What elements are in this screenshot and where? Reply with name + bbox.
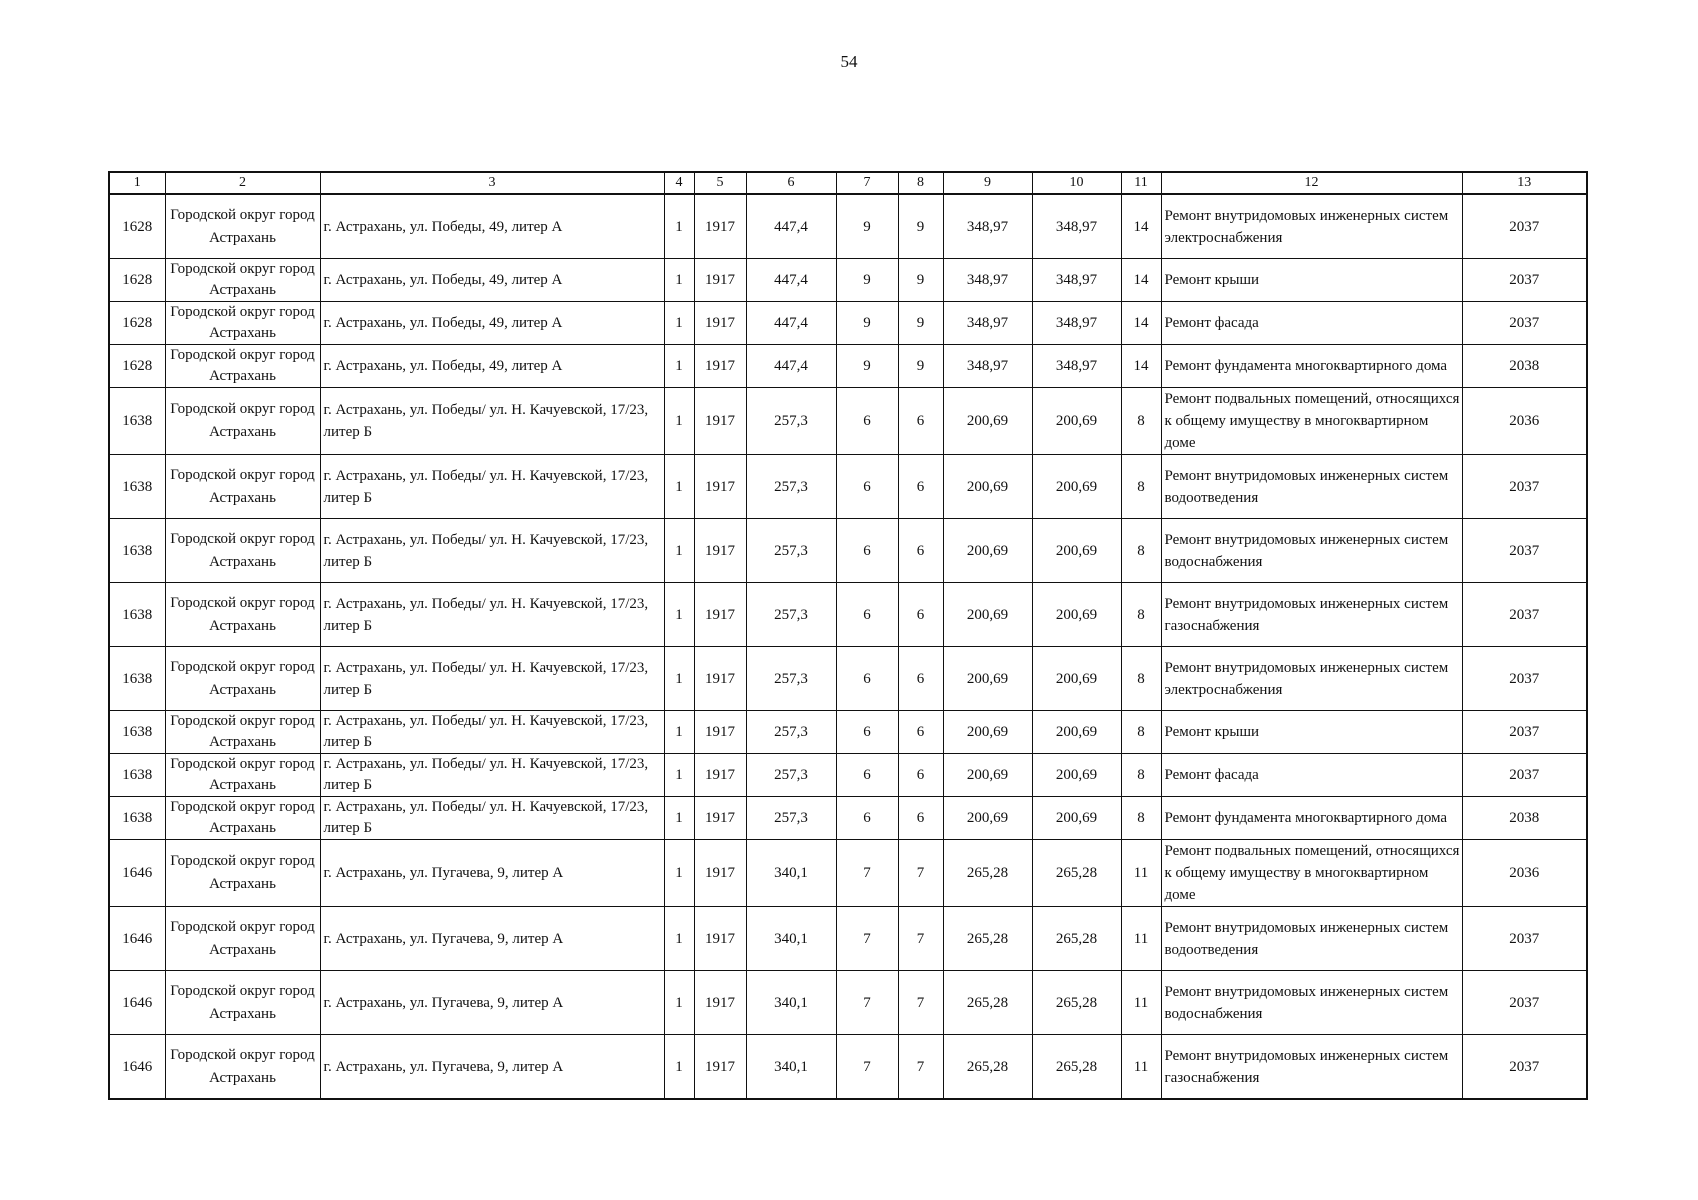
table-cell-col-8: 6 (898, 519, 943, 583)
column-header-2: 2 (165, 172, 320, 194)
table-cell-col-7: 7 (836, 907, 898, 971)
table-row (109, 754, 1587, 797)
table-cell-col-9: 348,97 (943, 194, 1032, 259)
table-cell-col-11: 11 (1121, 971, 1161, 1035)
table-cell-col-10: 265,28 (1032, 971, 1121, 1035)
table-cell-col-11: 14 (1121, 345, 1161, 388)
table-cell-col-1: 1638 (109, 388, 165, 455)
table-cell-col-1: 1646 (109, 971, 165, 1035)
table-row (109, 907, 1587, 971)
table-cell-col-13: 2037 (1462, 907, 1587, 971)
table-cell-col-4: 1 (664, 519, 694, 583)
table-cell-col-4: 1 (664, 907, 694, 971)
table-cell-col-5: 1917 (694, 345, 746, 388)
table-cell-col-9: 200,69 (943, 647, 1032, 711)
table-cell-col-6: 340,1 (746, 1035, 836, 1100)
table-cell-col-1: 1638 (109, 519, 165, 583)
table-cell-col-1: 1628 (109, 194, 165, 259)
table-cell-col-7: 6 (836, 388, 898, 455)
column-header-3: 3 (320, 172, 664, 194)
table-cell-col-8: 9 (898, 345, 943, 388)
table-cell-col-1: 1638 (109, 754, 165, 797)
table-cell-col-11: 8 (1121, 583, 1161, 647)
table-cell-col-8: 7 (898, 971, 943, 1035)
table-cell-col-7: 6 (836, 754, 898, 797)
table-cell-col-11: 8 (1121, 519, 1161, 583)
table-cell-col-3: г. Астрахань, ул. Пугачева, 9, литер А (320, 1035, 664, 1100)
table-cell-col-5: 1917 (694, 907, 746, 971)
table-cell-col-5: 1917 (694, 754, 746, 797)
table-cell-col-2: Городской округ город Астрахань (165, 1035, 320, 1100)
table-cell-col-13: 2037 (1462, 1035, 1587, 1100)
table-cell-col-11: 11 (1121, 1035, 1161, 1100)
table-cell-col-13: 2038 (1462, 797, 1587, 840)
table-cell-col-1: 1646 (109, 1035, 165, 1100)
table-cell-col-9: 200,69 (943, 583, 1032, 647)
table-cell-col-12: Ремонт фундамента многоквартирного дома (1161, 797, 1462, 840)
table-cell-col-2: Городской округ город Астрахань (165, 345, 320, 388)
table-cell-col-11: 11 (1121, 840, 1161, 907)
table-cell-col-8: 6 (898, 647, 943, 711)
table-cell-col-2: Городской округ город Астрахань (165, 455, 320, 519)
column-header-12: 12 (1161, 172, 1462, 194)
column-header-7: 7 (836, 172, 898, 194)
table-cell-col-12: Ремонт внутридомовых инженерных систем электроснабжения (1161, 194, 1462, 259)
table-cell-col-9: 265,28 (943, 1035, 1032, 1100)
table-cell-col-3: г. Астрахань, ул. Победы/ ул. Н. Качуевской, 17/23, литер Б (320, 754, 664, 797)
table-cell-col-11: 14 (1121, 259, 1161, 302)
table-cell-col-7: 6 (836, 519, 898, 583)
table-cell-col-12: Ремонт внутридомовых инженерных систем водоотведения (1161, 455, 1462, 519)
table-cell-col-10: 200,69 (1032, 519, 1121, 583)
table-cell-col-7: 6 (836, 711, 898, 754)
table-cell-col-13: 2036 (1462, 388, 1587, 455)
table-cell-col-2: Городской округ город Астрахань (165, 647, 320, 711)
table-cell-col-2: Городской округ город Астрахань (165, 971, 320, 1035)
table-cell-col-12: Ремонт внутридомовых инженерных систем газоснабжения (1161, 583, 1462, 647)
table-cell-col-9: 200,69 (943, 519, 1032, 583)
repair-schedule-table (108, 171, 1588, 1100)
table-cell-col-11: 8 (1121, 647, 1161, 711)
table-row (109, 388, 1587, 455)
table-cell-col-4: 1 (664, 797, 694, 840)
table-cell-col-10: 348,97 (1032, 259, 1121, 302)
table-cell-col-4: 1 (664, 388, 694, 455)
column-header-9: 9 (943, 172, 1032, 194)
table-cell-col-3: г. Астрахань, ул. Победы, 49, литер А (320, 345, 664, 388)
table-cell-col-3: г. Астрахань, ул. Пугачева, 9, литер А (320, 907, 664, 971)
table-cell-col-8: 6 (898, 388, 943, 455)
table-cell-col-6: 257,3 (746, 455, 836, 519)
table-cell-col-13: 2037 (1462, 583, 1587, 647)
table-row (109, 647, 1587, 711)
table-cell-col-1: 1638 (109, 583, 165, 647)
table-cell-col-3: г. Астрахань, ул. Победы/ ул. Н. Качуевской, 17/23, литер Б (320, 519, 664, 583)
table-cell-col-2: Городской округ город Астрахань (165, 907, 320, 971)
table-cell-col-6: 257,3 (746, 711, 836, 754)
table-cell-col-5: 1917 (694, 971, 746, 1035)
table-cell-col-3: г. Астрахань, ул. Победы, 49, литер А (320, 194, 664, 259)
table-cell-col-1: 1638 (109, 455, 165, 519)
table-cell-col-8: 9 (898, 302, 943, 345)
table-cell-col-6: 257,3 (746, 647, 836, 711)
table-cell-col-4: 1 (664, 455, 694, 519)
table-cell-col-7: 7 (836, 840, 898, 907)
table-cell-col-8: 9 (898, 259, 943, 302)
column-header-8: 8 (898, 172, 943, 194)
table-cell-col-6: 340,1 (746, 840, 836, 907)
table-cell-col-7: 9 (836, 259, 898, 302)
table-cell-col-1: 1638 (109, 711, 165, 754)
table-cell-col-13: 2037 (1462, 194, 1587, 259)
table-cell-col-11: 14 (1121, 302, 1161, 345)
table-cell-col-1: 1646 (109, 907, 165, 971)
table-cell-col-12: Ремонт подвальных помещений, относящихся к общему имуществу в многоквартирном доме (1161, 840, 1462, 907)
table-cell-col-12: Ремонт фасада (1161, 302, 1462, 345)
table-cell-col-10: 348,97 (1032, 194, 1121, 259)
table-cell-col-4: 1 (664, 971, 694, 1035)
table-cell-col-5: 1917 (694, 797, 746, 840)
column-header-1: 1 (109, 172, 165, 194)
table-cell-col-1: 1646 (109, 840, 165, 907)
table-cell-col-7: 6 (836, 583, 898, 647)
table-cell-col-9: 200,69 (943, 754, 1032, 797)
table-cell-col-3: г. Астрахань, ул. Победы/ ул. Н. Качуевской, 17/23, литер Б (320, 711, 664, 754)
table-cell-col-13: 2037 (1462, 259, 1587, 302)
table-row (109, 259, 1587, 302)
table-cell-col-5: 1917 (694, 388, 746, 455)
table-body (109, 194, 1587, 1099)
table-cell-col-2: Городской округ город Астрахань (165, 194, 320, 259)
table-row (109, 194, 1587, 259)
table-cell-col-9: 265,28 (943, 971, 1032, 1035)
table-cell-col-11: 8 (1121, 711, 1161, 754)
table-cell-col-5: 1917 (694, 711, 746, 754)
table-cell-col-12: Ремонт подвальных помещений, относящихся к общему имуществу в многоквартирном доме (1161, 388, 1462, 455)
table-cell-col-7: 7 (836, 971, 898, 1035)
table-cell-col-4: 1 (664, 840, 694, 907)
table-cell-col-13: 2037 (1462, 754, 1587, 797)
table-row (109, 971, 1587, 1035)
column-header-5: 5 (694, 172, 746, 194)
table-cell-col-2: Городской округ город Астрахань (165, 754, 320, 797)
table-cell-col-13: 2037 (1462, 455, 1587, 519)
table-cell-col-6: 447,4 (746, 259, 836, 302)
table-cell-col-6: 447,4 (746, 345, 836, 388)
table-row (109, 302, 1587, 345)
table-cell-col-6: 257,3 (746, 754, 836, 797)
page-number: 54 (840, 52, 858, 71)
table-cell-col-4: 1 (664, 302, 694, 345)
table-cell-col-8: 6 (898, 797, 943, 840)
table-row (109, 519, 1587, 583)
table-cell-col-11: 8 (1121, 797, 1161, 840)
table-cell-col-13: 2037 (1462, 971, 1587, 1035)
table-cell-col-2: Городской округ город Астрахань (165, 302, 320, 345)
table-cell-col-4: 1 (664, 647, 694, 711)
table-cell-col-12: Ремонт фасада (1161, 754, 1462, 797)
table-cell-col-10: 200,69 (1032, 455, 1121, 519)
table-cell-col-3: г. Астрахань, ул. Пугачева, 9, литер А (320, 971, 664, 1035)
table-cell-col-5: 1917 (694, 519, 746, 583)
table-cell-col-3: г. Астрахань, ул. Победы/ ул. Н. Качуевской, 17/23, литер Б (320, 388, 664, 455)
column-header-4: 4 (664, 172, 694, 194)
table-cell-col-3: г. Астрахань, ул. Победы, 49, литер А (320, 302, 664, 345)
table-cell-col-6: 340,1 (746, 907, 836, 971)
table-cell-col-9: 200,69 (943, 455, 1032, 519)
table-row (109, 1035, 1587, 1100)
table-cell-col-6: 257,3 (746, 797, 836, 840)
table-cell-col-9: 265,28 (943, 840, 1032, 907)
table-cell-col-4: 1 (664, 1035, 694, 1100)
table-cell-col-10: 348,97 (1032, 302, 1121, 345)
table-cell-col-10: 200,69 (1032, 647, 1121, 711)
table-cell-col-11: 14 (1121, 194, 1161, 259)
table-cell-col-8: 7 (898, 907, 943, 971)
table-cell-col-10: 200,69 (1032, 711, 1121, 754)
table-row (109, 797, 1587, 840)
column-header-11: 11 (1121, 172, 1161, 194)
document-table-wrapper (108, 171, 1588, 1100)
table-cell-col-5: 1917 (694, 647, 746, 711)
table-cell-col-4: 1 (664, 259, 694, 302)
table-cell-col-11: 8 (1121, 388, 1161, 455)
table-cell-col-12: Ремонт внутридомовых инженерных систем электроснабжения (1161, 647, 1462, 711)
table-cell-col-8: 6 (898, 711, 943, 754)
table-cell-col-8: 7 (898, 840, 943, 907)
table-row (109, 583, 1587, 647)
table-cell-col-6: 447,4 (746, 194, 836, 259)
table-cell-col-10: 200,69 (1032, 754, 1121, 797)
table-cell-col-10: 265,28 (1032, 1035, 1121, 1100)
table-cell-col-6: 257,3 (746, 388, 836, 455)
table-cell-col-7: 9 (836, 194, 898, 259)
table-cell-col-7: 6 (836, 797, 898, 840)
table-cell-col-4: 1 (664, 711, 694, 754)
table-cell-col-2: Городской округ город Астрахань (165, 840, 320, 907)
table-cell-col-10: 200,69 (1032, 797, 1121, 840)
table-cell-col-12: Ремонт внутридомовых инженерных систем газоснабжения (1161, 1035, 1462, 1100)
table-cell-col-2: Городской округ город Астрахань (165, 583, 320, 647)
table-cell-col-1: 1628 (109, 259, 165, 302)
table-cell-col-9: 265,28 (943, 907, 1032, 971)
table-cell-col-5: 1917 (694, 455, 746, 519)
table-cell-col-3: г. Астрахань, ул. Победы/ ул. Н. Качуевской, 17/23, литер Б (320, 797, 664, 840)
table-cell-col-4: 1 (664, 583, 694, 647)
table-cell-col-2: Городской округ город Астрахань (165, 388, 320, 455)
table-cell-col-12: Ремонт крыши (1161, 711, 1462, 754)
table-cell-col-9: 348,97 (943, 345, 1032, 388)
table-cell-col-8: 6 (898, 754, 943, 797)
table-cell-col-8: 6 (898, 583, 943, 647)
table-cell-col-5: 1917 (694, 840, 746, 907)
table-cell-col-5: 1917 (694, 259, 746, 302)
table-row (109, 345, 1587, 388)
table-cell-col-6: 257,3 (746, 583, 836, 647)
table-cell-col-1: 1638 (109, 647, 165, 711)
table-cell-col-13: 2037 (1462, 711, 1587, 754)
table-cell-col-4: 1 (664, 754, 694, 797)
table-cell-col-10: 200,69 (1032, 583, 1121, 647)
column-header-10: 10 (1032, 172, 1121, 194)
table-cell-col-6: 447,4 (746, 302, 836, 345)
table-cell-col-1: 1628 (109, 345, 165, 388)
table-cell-col-11: 8 (1121, 754, 1161, 797)
table-cell-col-13: 2038 (1462, 345, 1587, 388)
table-cell-col-3: г. Астрахань, ул. Победы/ ул. Н. Качуевской, 17/23, литер Б (320, 455, 664, 519)
table-cell-col-8: 7 (898, 1035, 943, 1100)
table-cell-col-5: 1917 (694, 302, 746, 345)
table-cell-col-3: г. Астрахань, ул. Победы, 49, литер А (320, 259, 664, 302)
table-cell-col-11: 8 (1121, 455, 1161, 519)
table-cell-col-11: 11 (1121, 907, 1161, 971)
table-header-row (109, 172, 1587, 194)
table-cell-col-10: 200,69 (1032, 388, 1121, 455)
table-cell-col-13: 2036 (1462, 840, 1587, 907)
table-cell-col-9: 200,69 (943, 711, 1032, 754)
table-cell-col-8: 9 (898, 194, 943, 259)
column-header-6: 6 (746, 172, 836, 194)
table-cell-col-4: 1 (664, 194, 694, 259)
table-cell-col-4: 1 (664, 345, 694, 388)
table-cell-col-10: 265,28 (1032, 840, 1121, 907)
table-cell-col-7: 6 (836, 647, 898, 711)
table-cell-col-12: Ремонт крыши (1161, 259, 1462, 302)
table-cell-col-6: 257,3 (746, 519, 836, 583)
table-cell-col-12: Ремонт внутридомовых инженерных систем водоснабжения (1161, 519, 1462, 583)
table-cell-col-9: 348,97 (943, 259, 1032, 302)
table-row (109, 840, 1587, 907)
table-cell-col-2: Городской округ город Астрахань (165, 259, 320, 302)
table-cell-col-13: 2037 (1462, 647, 1587, 711)
table-cell-col-5: 1917 (694, 583, 746, 647)
table-row (109, 455, 1587, 519)
table-cell-col-2: Городской округ город Астрахань (165, 797, 320, 840)
table-cell-col-2: Городской округ город Астрахань (165, 711, 320, 754)
table-cell-col-7: 6 (836, 455, 898, 519)
table-cell-col-3: г. Астрахань, ул. Победы/ ул. Н. Качуевской, 17/23, литер Б (320, 647, 664, 711)
table-cell-col-10: 348,97 (1032, 345, 1121, 388)
table-cell-col-9: 200,69 (943, 388, 1032, 455)
table-cell-col-12: Ремонт внутридомовых инженерных систем водоснабжения (1161, 971, 1462, 1035)
table-cell-col-7: 9 (836, 302, 898, 345)
table-cell-col-2: Городской округ город Астрахань (165, 519, 320, 583)
table-cell-col-1: 1628 (109, 302, 165, 345)
table-cell-col-1: 1638 (109, 797, 165, 840)
table-row (109, 711, 1587, 754)
table-cell-col-13: 2037 (1462, 519, 1587, 583)
table-cell-col-3: г. Астрахань, ул. Пугачева, 9, литер А (320, 840, 664, 907)
table-cell-col-6: 340,1 (746, 971, 836, 1035)
table-cell-col-12: Ремонт внутридомовых инженерных систем водоотведения (1161, 907, 1462, 971)
column-header-13: 13 (1462, 172, 1587, 194)
table-cell-col-13: 2037 (1462, 302, 1587, 345)
table-cell-col-9: 200,69 (943, 797, 1032, 840)
table-cell-col-7: 9 (836, 345, 898, 388)
table-cell-col-12: Ремонт фундамента многоквартирного дома (1161, 345, 1462, 388)
table-cell-col-5: 1917 (694, 194, 746, 259)
table-cell-col-7: 7 (836, 1035, 898, 1100)
table-cell-col-10: 265,28 (1032, 907, 1121, 971)
table-cell-col-9: 348,97 (943, 302, 1032, 345)
table-cell-col-8: 6 (898, 455, 943, 519)
table-cell-col-3: г. Астрахань, ул. Победы/ ул. Н. Качуевской, 17/23, литер Б (320, 583, 664, 647)
table-cell-col-5: 1917 (694, 1035, 746, 1100)
